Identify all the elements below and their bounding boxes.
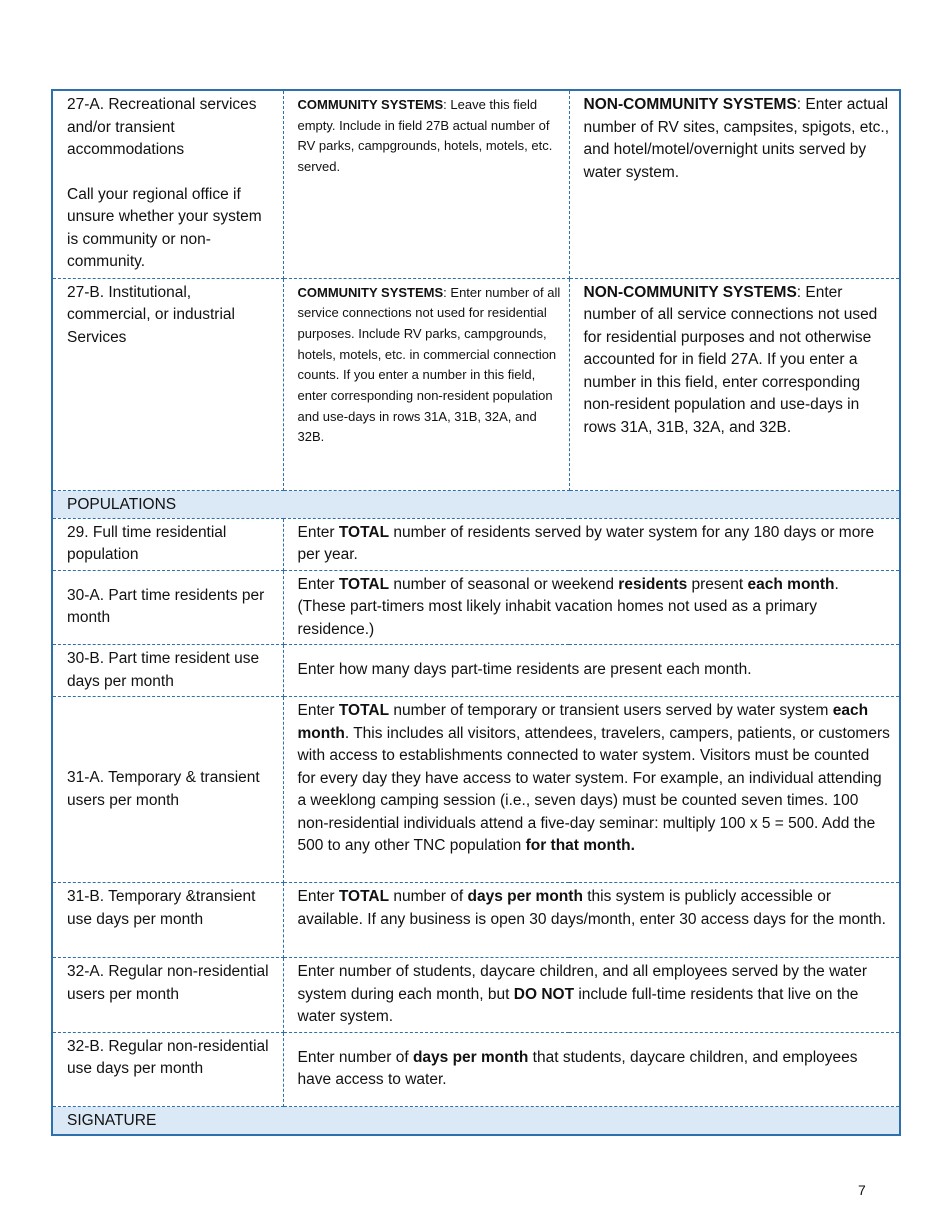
row-27a-label-main: 27-A. Recreational services and/or transient accommodations [67,96,257,158]
bold-run: DO NOT [513,985,575,1003]
row-32a-description [283,958,900,1033]
row-30b [52,645,900,697]
bold-run: TOTAL [338,523,390,541]
bold-run: each month [297,702,869,742]
text-run: Enter [297,888,339,905]
noncommunity-systems-heading: NON-COMMUNITY SYSTEMS [583,283,797,301]
text-run: this system is publicly accessible or available. If any business is open 30 days/month, enter 30 access days for the month. [297,888,886,928]
row-32b [52,1032,900,1106]
noncommunity-systems-text: : Enter number of all service connections not used for residential purposes and not otherwise accounted for in field 27A. If you enter a number in this field, enter corresponding non-resident population and use-days in rows 31A, 31B, 32A, and 32B. [583,283,878,436]
text-run: . This includes all visitors, attendees, travelers, campers, patients, or customers with access to establishments connected to water system. Visitors must be counted for every day they have access to water system. For example, an individual attending a weeklong camping session (i.e., seven days) must be counted seven times. 100 non-residential individuals attend a five-day seminar: multiply 100 x 5 = 500. Add the 500 to any other TNC population [297,724,890,854]
row-27b-label: 27-B. Institutional, commercial, or industrial Services [52,278,283,490]
row-29-description [283,518,900,570]
text-run: include full-time residents that live on the water system. [297,985,859,1025]
text-run: Enter [297,575,339,593]
row-32a-label: 32-A. Regular non-residential users per month [52,958,283,1033]
section-populations [52,490,900,518]
row-27a-community [283,90,569,278]
bold-run: for that month. [525,837,635,854]
row-27b [52,278,900,490]
row-27a [52,90,900,278]
row-31b-label: 31-B. Temporary &transient use days per month [52,883,283,958]
text-run: number of residents served by water system for any 180 days or more per year. [297,523,875,563]
row-27a-noncommunity [569,90,900,278]
row-27a-label-note: Call your regional office if unsure whether your system is community or non-community. [67,185,262,270]
section-populations-title: POPULATIONS [52,490,900,518]
text-run: number of seasonal or weekend [389,575,619,593]
row-30a-description [283,570,900,645]
row-32b-description [283,1032,900,1106]
text-run: Enter [297,523,339,541]
text-run: number of temporary or transient users served by water system [389,702,833,719]
instructions-table [51,89,901,1136]
community-systems-heading: COMMUNITY SYSTEMS [297,284,444,300]
bold-run: TOTAL [338,702,390,719]
bold-run: TOTAL [338,888,390,905]
text-run: number of [389,888,468,905]
noncommunity-systems-heading: NON-COMMUNITY SYSTEMS [583,96,797,113]
section-signature [52,1106,900,1135]
row-31a [52,697,900,883]
row-32b-label: 32-B. Regular non-residential use days per month [52,1032,283,1106]
row-32a [52,958,900,1033]
row-29 [52,518,900,570]
row-31b [52,883,900,958]
row-31b-description [283,883,900,958]
community-systems-text: : Leave this field empty. Include in field 27B actual number of RV parks, campgrounds, hotels, motels, etc. served. [297,97,553,175]
row-27a-label [52,90,283,278]
row-29-label: 29. Full time residential population [52,518,283,570]
community-systems-text: : Enter number of all service connections not used for residential purposes. Include RV parks, campgrounds, hotels, motels, etc. in commercial connection counts. If you enter a number in this field, enter corresponding non-resident population and use-days in rows 31A, 31B, 32A, and 32B. [297,284,561,445]
row-31a-description [283,697,900,883]
row-30a-label: 30-A. Part time residents per month [52,570,283,645]
noncommunity-systems-text: : Enter actual number of RV sites, campsites, spigots, etc., and hotel/motel/overnight units served by water system. [583,96,890,181]
row-27b-community [283,278,569,490]
row-30b-description: Enter how many days part-time residents are present each month. [283,645,900,697]
text-run: Enter [297,702,339,719]
section-signature-title: SIGNATURE [52,1106,900,1135]
bold-run: residents [618,575,688,593]
text-run: Enter number of [297,1048,413,1066]
bold-run: days per month [412,1048,529,1066]
text-run: Enter number of students, daycare children, and all employees served by the water system during each month, but [297,963,868,1003]
text-run: present [687,575,748,593]
bold-run: each month [747,575,835,593]
row-27b-noncommunity [569,278,900,490]
row-30a [52,570,900,645]
text-run: that students, daycare children, and employees have access to water. [297,1048,858,1088]
text-run: . (These part-timers most likely inhabit vacation homes not used as a primary residence.) [297,575,839,638]
page-number: 7 [858,1182,866,1198]
bold-run: TOTAL [338,575,390,593]
community-systems-heading: COMMUNITY SYSTEMS [297,97,444,112]
row-31a-label: 31-A. Temporary & transient users per month [52,697,283,883]
row-30b-label: 30-B. Part time resident use days per month [52,645,283,697]
bold-run: days per month [467,888,583,905]
